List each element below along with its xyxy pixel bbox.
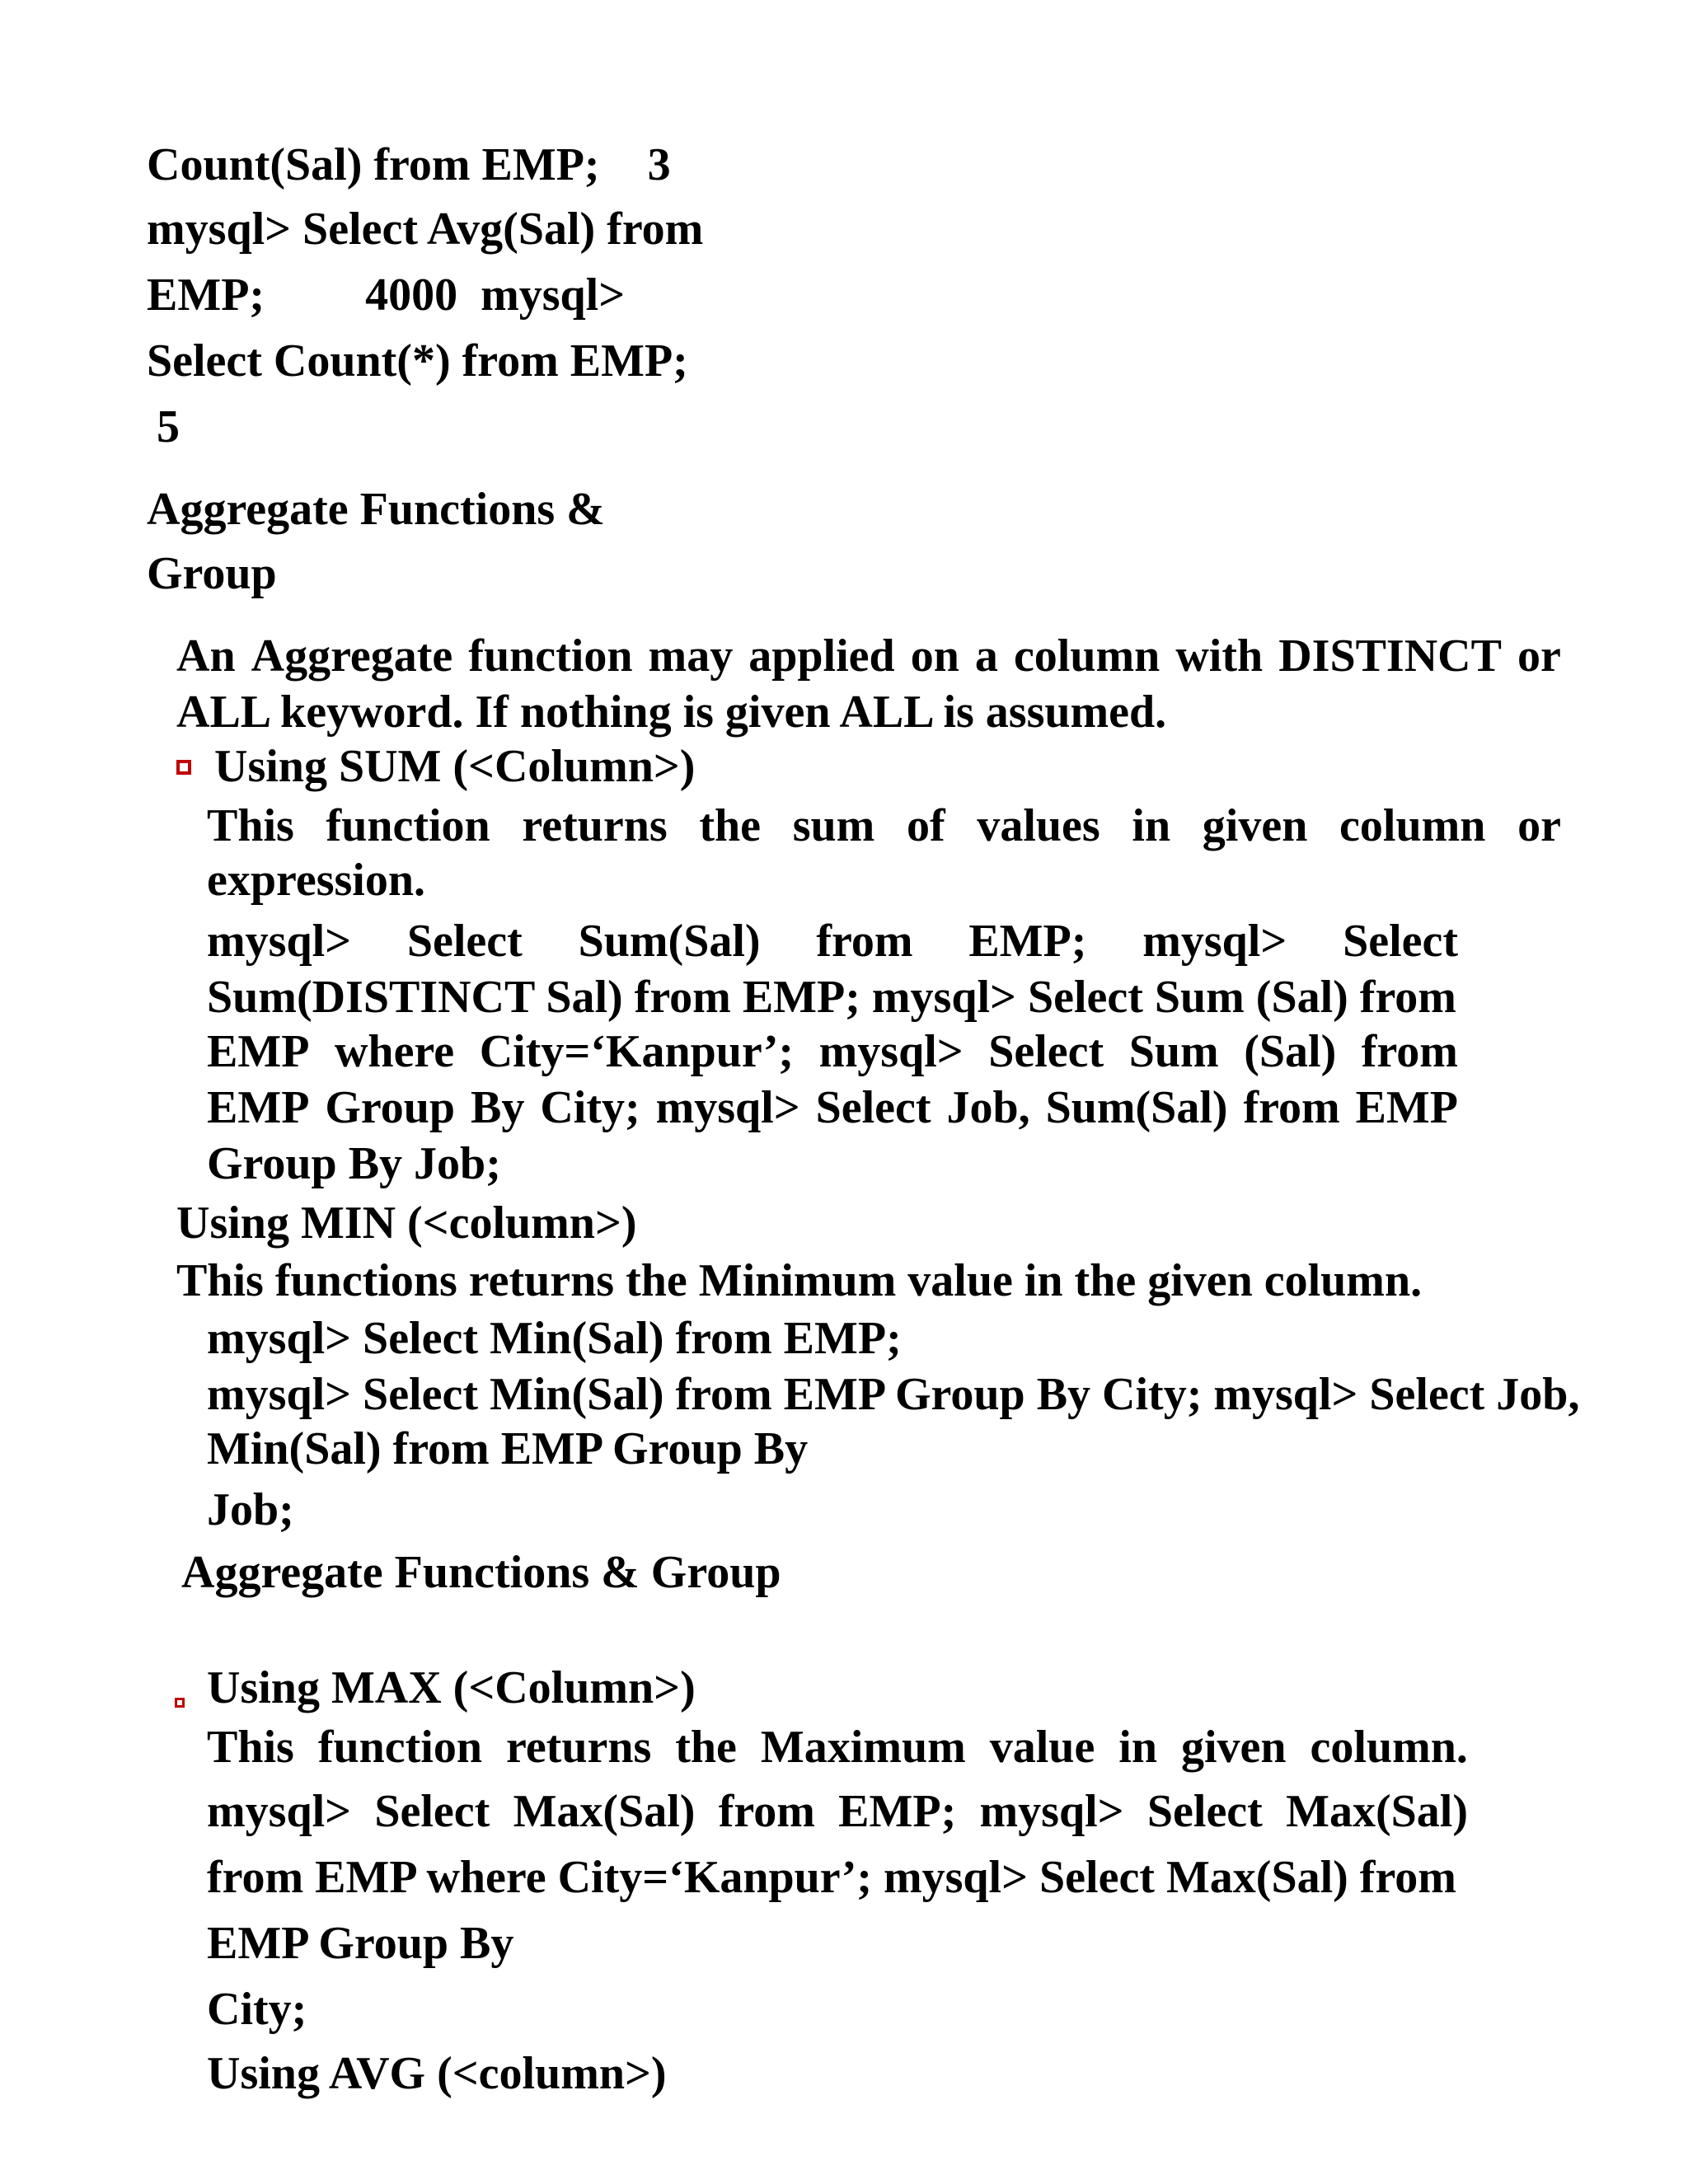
word: from (1243, 1082, 1340, 1133)
word: returns (522, 800, 668, 851)
word: of (907, 800, 945, 851)
word: value (989, 1722, 1095, 1773)
word: EMP (207, 1026, 310, 1077)
word: mysql> (1142, 916, 1287, 967)
word: column. (1310, 1722, 1468, 1773)
word: Sum(Sal) (1045, 1082, 1228, 1133)
word: in (1118, 1722, 1157, 1773)
word: Select (1343, 916, 1458, 967)
word: Select (406, 916, 523, 967)
word: column (1013, 630, 1160, 682)
word: EMP (207, 1082, 310, 1133)
max-code-line-1 (207, 1788, 1468, 1835)
word: or (1517, 630, 1561, 682)
word: Aggregate (251, 630, 453, 682)
word: mysql> (207, 916, 352, 967)
word: Select (815, 1082, 931, 1133)
word: (Sal) (1244, 1026, 1337, 1077)
word: sum (792, 800, 875, 851)
word: EMP; (838, 1786, 957, 1837)
word: a (974, 630, 998, 682)
top-line-5: 5 (157, 401, 180, 452)
word: Select (1146, 1786, 1263, 1837)
max-code-line-3: EMP Group By (207, 1918, 514, 1969)
word: where (334, 1026, 455, 1077)
max-code-line-4: City; (207, 1984, 307, 2035)
word: Sum(Sal) (578, 916, 761, 967)
word: Group (325, 1082, 456, 1133)
sum-code-line-4 (207, 1082, 1458, 1133)
word: values (977, 800, 1100, 851)
word: the (699, 800, 762, 851)
word: DISTINCT (1278, 630, 1502, 682)
word: This (207, 800, 294, 851)
min-code-line-4: Job; (207, 1484, 294, 1535)
heading-2: Aggregate Functions & Group (181, 1547, 781, 1598)
word: on (910, 630, 959, 682)
min-code-line-1: mysql> Select Min(Sal) from EMP; (207, 1313, 902, 1364)
word: EMP; (968, 916, 1087, 967)
sum-code-line-2: Sum(DISTINCT Sal) from EMP; mysql> Select Sum (Sal) from (207, 972, 1456, 1023)
word: given (1180, 1722, 1287, 1773)
top-line-4: Select Count(*) from EMP; (147, 335, 688, 387)
top-line-2: mysql> Select Avg(Sal) from (147, 204, 704, 255)
top-line-1-text: Count(Sal) from EMP; (147, 139, 600, 190)
word: from (816, 916, 913, 967)
top-line-1 (147, 139, 671, 190)
word: Sum (1128, 1026, 1219, 1077)
word: given (1202, 800, 1308, 851)
word: Max(Sal) (513, 1786, 696, 1837)
word: City=‘Kanpur’; (479, 1026, 795, 1077)
top-line-3-a: EMP; (147, 269, 265, 321)
word: An (176, 630, 236, 682)
heading-1-line-1: Aggregate Functions & (147, 484, 605, 535)
max-desc (207, 1722, 1468, 1773)
intro-line-2: ALL keyword. If nothing is given ALL is assumed. (176, 687, 1167, 738)
word: function (468, 630, 633, 682)
word: Select (988, 1026, 1104, 1077)
word: in (1132, 800, 1171, 851)
min-desc: This functions returns the Minimum value in the given column. (176, 1255, 1423, 1306)
word: mysql> (979, 1786, 1124, 1837)
min-code-line-2: mysql> Select Min(Sal) from EMP Group By City; mysql> Select Job, (207, 1369, 1580, 1420)
min-title: Using MIN (<column>) (176, 1197, 637, 1249)
sum-code-line-1 (207, 916, 1458, 967)
word: mysql> (207, 1786, 352, 1837)
word: This (207, 1722, 294, 1773)
word: function (326, 800, 490, 851)
word: the (675, 1722, 737, 1773)
word: Job, (946, 1082, 1030, 1133)
word: Maximum (760, 1722, 966, 1773)
word: Select (374, 1786, 490, 1837)
sum-code-line-3 (207, 1026, 1458, 1077)
word: mysql> (655, 1082, 800, 1133)
top-line-3-b: 4000 mysql> (365, 269, 626, 321)
word: mysql> (818, 1026, 964, 1077)
sum-code-line-5: Group By Job; (207, 1138, 501, 1189)
sum-desc-line-1 (207, 800, 1561, 851)
word: may (648, 630, 734, 682)
word: with (1175, 630, 1264, 682)
max-code-line-2: from EMP where City=‘Kanpur’; mysql> Select Max(Sal) from (207, 1852, 1456, 1903)
top-line-1-value: 3 (647, 139, 671, 190)
word: applied (748, 630, 895, 682)
word: By (471, 1082, 525, 1133)
word: function (317, 1722, 482, 1773)
word: EMP (1355, 1082, 1458, 1133)
word: column (1339, 800, 1486, 851)
min-code-line-3: Min(Sal) from EMP Group By (207, 1423, 809, 1474)
sum-title: Using SUM (<Column>) (214, 741, 696, 792)
avg-title: Using AVG (<column>) (207, 2048, 667, 2099)
word: City; (540, 1082, 640, 1133)
word: or (1517, 800, 1561, 851)
word: Max(Sal) (1286, 1786, 1468, 1837)
sum-desc-line-2: expression. (207, 855, 425, 906)
top-line-3 (147, 269, 626, 321)
word: from (1361, 1026, 1458, 1077)
square-bullet-icon (175, 1698, 185, 1708)
square-bullet-icon (176, 760, 191, 775)
heading-1-line-2: Group (147, 548, 277, 599)
word: returns (505, 1722, 652, 1773)
max-title: Using MAX (<Column>) (207, 1662, 696, 1713)
intro-line-1 (176, 630, 1561, 682)
word: from (718, 1786, 815, 1837)
